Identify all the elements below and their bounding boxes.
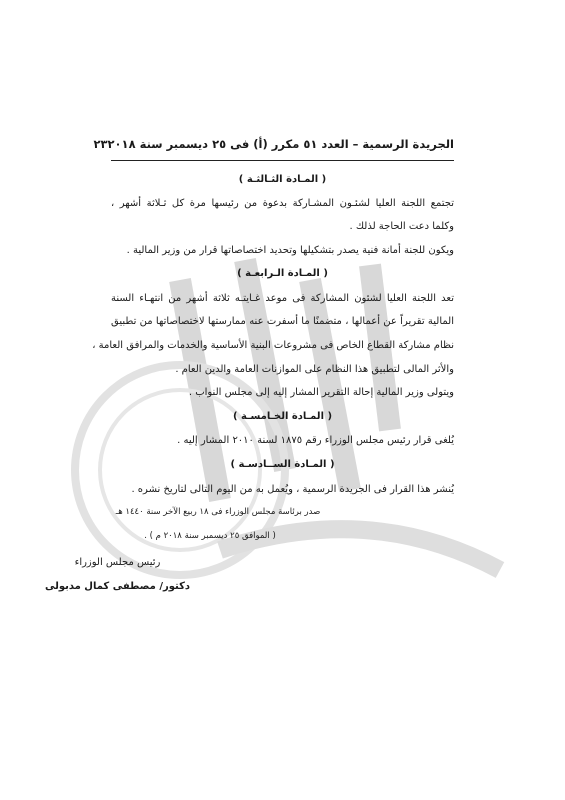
stamp-watermark [70,170,510,590]
signature-name: دكتور/ مصطفى كمال مدبولى [44,581,191,592]
article-6-line-1: يُنشر هذا القرار فى الجريدة الرسمية ، ويُعمل به من اليوم التالى لتاريخ نشره . [131,484,454,495]
article-3-heading: ( المـادة الثـالثـة ) [238,174,327,185]
page-number: ٢٣ [93,137,108,151]
article-4-line-2: المالية تقريراً عن أعمالها ، متضمنًا ما أسفرت عنه ممارستها لاختصاصاتها من تطبيق [111,316,454,327]
header-divider [111,160,454,161]
article-4-heading: ( المـادة الـرابعـة ) [237,268,328,279]
article-5-heading: ( المـادة الخـامسـة ) [232,411,333,422]
article-4-line-3: نظام مشاركة القطاع الخاص فى مشروعات البنية الأساسية والخدمات والمرافق العامة ، [92,340,454,351]
article-6-heading: ( المـادة الســادسـة ) [230,459,335,470]
article-3-line-1: تجتمع اللجنة العليا لشئـون المشـاركة بدعوة من رئيسها مرة كل ثـلاثة أشهر ، [111,198,454,209]
article-3-line-3: ويكون للجنة أمانة فنية يصدر بتشكيلها وتحديد اختصاصاتها قرار من وزير المالية . [126,245,454,256]
header-title: الجريدة الرسمية – العدد ٥١ مكرر (أ) فى ٢٥ ديسمبر سنة ٢٠١٨ [107,137,454,151]
page-header [93,137,454,151]
issued-date-gregorian: ( الموافق ٢٥ ديسمبر سنة ٢٠١٨ م ) . [144,531,276,541]
article-4-line-1: تعد اللجنة العليا لشئون المشاركة فى موعد غـايتـه ثلاثة أشهر من انتهـاء السنة [111,293,454,304]
signature-title: رئيس مجلس الوزراء [74,557,161,568]
article-4-line-4: والأثر المالى لتطبيق هذا النظام على الموازنات العامة والدين العام . [175,364,454,375]
issued-date-hijri: صدر برئاسة مجلس الوزراء فى ١٨ ربيع الآخر سنة ١٤٤٠ هـ [115,507,321,517]
article-5-line-1: يُلغى قرار رئيس مجلس الوزراء رقم ١٨٧٥ لسنة ٢٠١٠ المشار إليه . [177,435,454,446]
article-4-line-5: ويتولى وزير المالية إحالة التقرير المشار إليه إلى مجلس النواب . [188,387,454,398]
article-3-line-2: وكلما دعت الحاجة لذلك . [349,221,454,232]
